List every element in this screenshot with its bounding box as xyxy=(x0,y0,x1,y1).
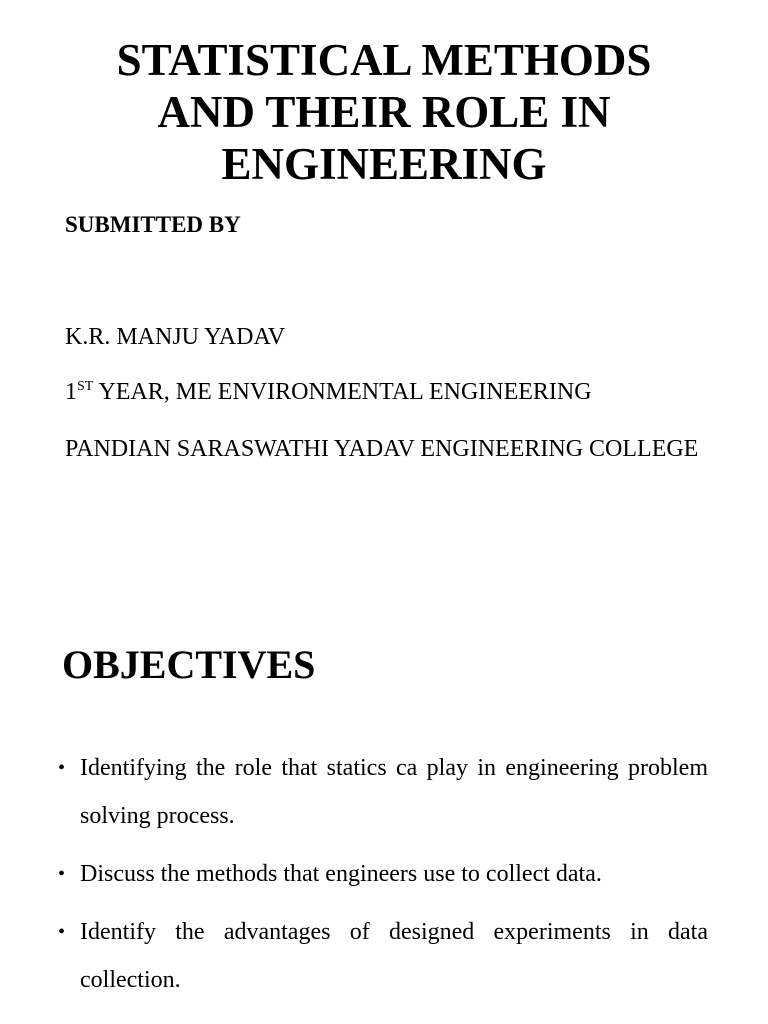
objective-text: Discuss the methods that engineers use to collect data. xyxy=(80,861,602,887)
objective-text: Identify the advantages of designed experiments in data collection. xyxy=(80,919,708,993)
list-item xyxy=(58,850,708,898)
document-title xyxy=(40,34,728,190)
bullet-icon: • xyxy=(58,921,66,943)
objectives-heading: OBJECTIVES xyxy=(62,642,316,687)
author-name: K.R. MANJU YADAV xyxy=(65,324,286,350)
list-item xyxy=(58,908,708,1004)
year-suffix: ST xyxy=(77,379,94,394)
objectives-list xyxy=(58,744,708,1004)
list-item xyxy=(58,744,708,840)
title-line-3: ENGINEERING xyxy=(221,139,547,189)
author-year-program xyxy=(65,370,703,414)
bullet-icon: • xyxy=(58,757,66,779)
author-college: PANDIAN SARASWATHI YADAV ENGINEERING COLLEGE xyxy=(65,436,699,462)
title-line-2: AND THEIR ROLE IN xyxy=(157,87,611,137)
submitted-by-label: SUBMITTED BY xyxy=(65,212,241,237)
title-line-1: STATISTICAL METHODS xyxy=(116,35,652,85)
year-number: 1 xyxy=(65,379,77,405)
year-program-text: YEAR, ME ENVIRONMENTAL ENGINEERING xyxy=(93,379,592,405)
objective-text: Identifying the role that statics ca play in engineering problem solving process. xyxy=(80,755,708,829)
bullet-icon: • xyxy=(58,863,66,885)
